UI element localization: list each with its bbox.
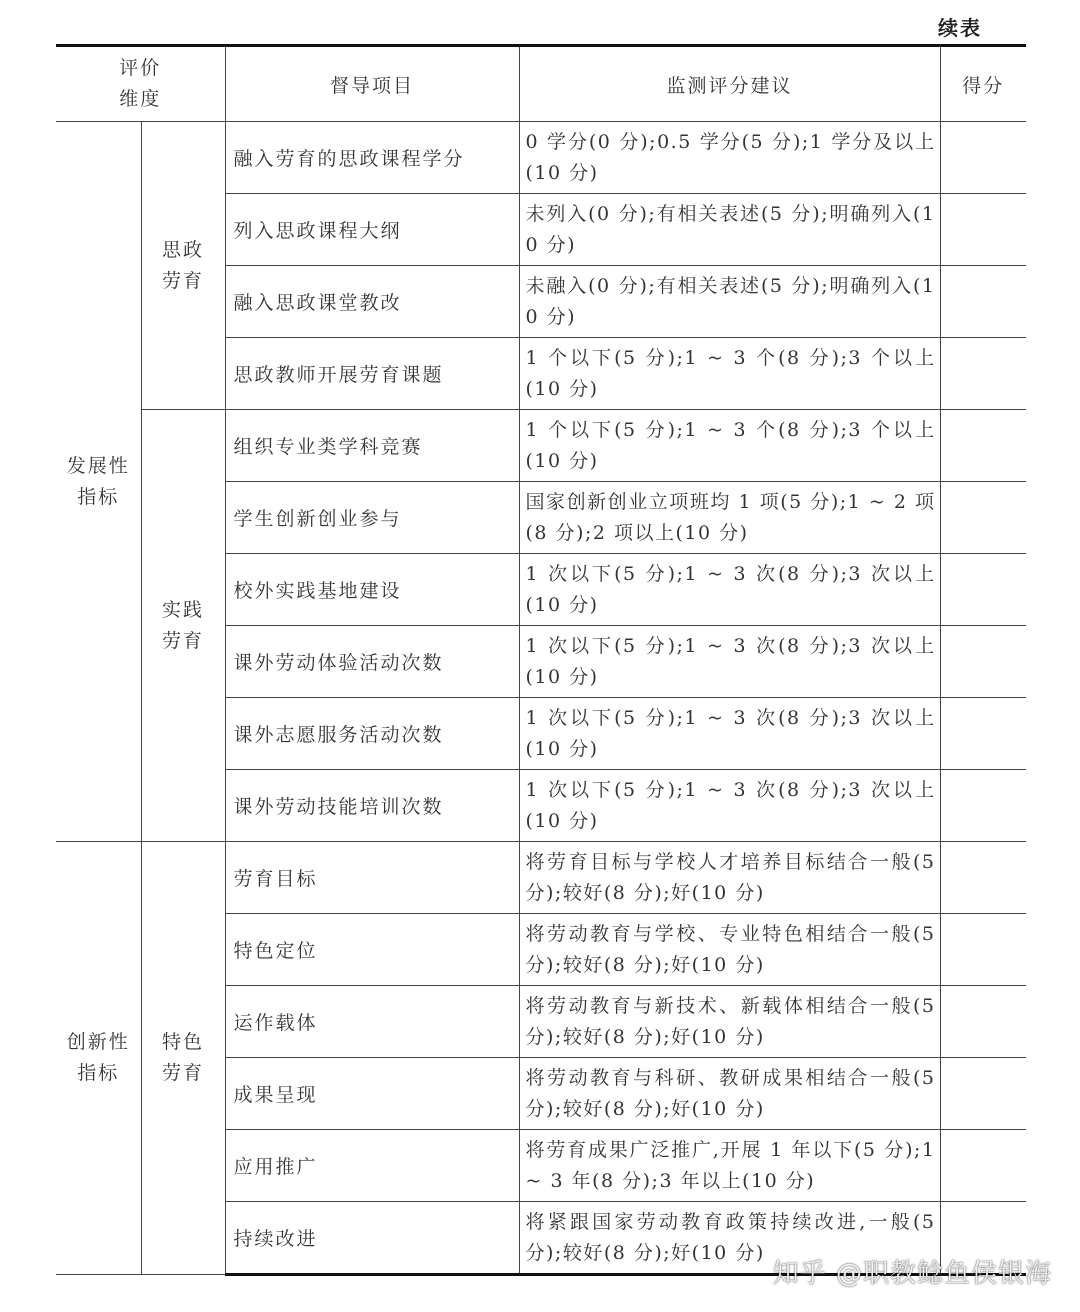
suggestion-cell: 将劳动教育与科研、教研成果相结合一般(5 分);较好(8 分);好(10 分)	[519, 1058, 940, 1130]
suggestion-cell: 未列入(0 分);有相关表述(5 分);明确列入(10 分)	[519, 194, 940, 266]
table-header-row	[56, 46, 1026, 122]
suggestion-cell: 1 次以下(5 分);1 ~ 3 次(8 分);3 次以上(10 分)	[519, 554, 940, 626]
suggestion-cell: 将紧跟国家劳动教育政策持续改进,一般(5 分);较好(8 分);好(10 分)	[519, 1202, 940, 1275]
watermark-text: 知乎 @职教鲶鱼侯银海	[772, 1259, 1052, 1289]
score-cell	[940, 554, 1026, 626]
category-development: 发展性 指标	[56, 122, 141, 842]
item-cell: 持续改进	[225, 1202, 519, 1275]
table-row	[56, 410, 1026, 482]
score-cell	[940, 914, 1026, 986]
score-cell	[940, 770, 1026, 842]
item-cell: 运作载体	[225, 986, 519, 1058]
header-score: 得分	[940, 46, 1026, 122]
suggestion-cell: 1 个以下(5 分);1 ~ 3 个(8 分);3 个以上(10 分)	[519, 410, 940, 482]
item-cell: 应用推广	[225, 1130, 519, 1202]
item-cell: 学生创新创业参与	[225, 482, 519, 554]
evaluation-table	[56, 44, 1026, 1276]
subcategory-feature: 特色 劳育	[141, 842, 225, 1275]
score-cell	[940, 842, 1026, 914]
score-cell	[940, 986, 1026, 1058]
suggestion-cell: 0 学分(0 分);0.5 学分(5 分);1 学分及以上(10 分)	[519, 122, 940, 194]
score-cell	[940, 410, 1026, 482]
suggestion-cell: 1 个以下(5 分);1 ~ 3 个(8 分);3 个以上(10 分)	[519, 338, 940, 410]
suggestion-cell: 将劳动教育与新技术、新载体相结合一般(5 分);较好(8 分);好(10 分)	[519, 986, 940, 1058]
header-suggestion: 监测评分建议	[519, 46, 940, 122]
continuation-label: 续表	[938, 16, 982, 40]
item-cell: 组织专业类学科竞赛	[225, 410, 519, 482]
header-dimension: 评价 维度	[56, 46, 225, 122]
subcategory-practice: 实践 劳育	[141, 410, 225, 842]
table-row	[56, 842, 1026, 914]
suggestion-cell: 将劳动教育与学校、专业特色相结合一般(5 分);较好(8 分);好(10 分)	[519, 914, 940, 986]
subcategory-ideology: 思政 劳育	[141, 122, 225, 410]
score-cell	[940, 626, 1026, 698]
item-cell: 课外志愿服务活动次数	[225, 698, 519, 770]
item-cell: 劳育目标	[225, 842, 519, 914]
item-cell: 思政教师开展劳育课题	[225, 338, 519, 410]
suggestion-cell: 国家创新创业立项班均 1 项(5 分);1 ~ 2 项(8 分);2 项以上(10 分)	[519, 482, 940, 554]
score-cell	[940, 266, 1026, 338]
suggestion-cell: 将劳育成果广泛推广,开展 1 年以下(5 分);1 ~ 3 年(8 分);3 年以上(10 分)	[519, 1130, 940, 1202]
item-cell: 融入劳育的思政课程学分	[225, 122, 519, 194]
item-cell: 融入思政课堂教改	[225, 266, 519, 338]
score-cell	[940, 1058, 1026, 1130]
score-cell	[940, 338, 1026, 410]
suggestion-cell: 未融入(0 分);有相关表述(5 分);明确列入(10 分)	[519, 266, 940, 338]
suggestion-cell: 1 次以下(5 分);1 ~ 3 次(8 分);3 次以上(10 分)	[519, 626, 940, 698]
suggestion-cell: 将劳育目标与学校人才培养目标结合一般(5 分);较好(8 分);好(10 分)	[519, 842, 940, 914]
suggestion-cell: 1 次以下(5 分);1 ~ 3 次(8 分);3 次以上(10 分)	[519, 770, 940, 842]
score-cell	[940, 194, 1026, 266]
item-cell: 课外劳动技能培训次数	[225, 770, 519, 842]
score-cell	[940, 698, 1026, 770]
suggestion-cell: 1 次以下(5 分);1 ~ 3 次(8 分);3 次以上(10 分)	[519, 698, 940, 770]
item-cell: 成果呈现	[225, 1058, 519, 1130]
item-cell: 校外实践基地建设	[225, 554, 519, 626]
item-cell: 特色定位	[225, 914, 519, 986]
category-innovation: 创新性 指标	[56, 842, 141, 1275]
item-cell: 列入思政课程大纲	[225, 194, 519, 266]
score-cell	[940, 122, 1026, 194]
item-cell: 课外劳动体验活动次数	[225, 626, 519, 698]
header-item: 督导项目	[225, 46, 519, 122]
score-cell	[940, 482, 1026, 554]
table-row	[56, 122, 1026, 194]
score-cell	[940, 1130, 1026, 1202]
